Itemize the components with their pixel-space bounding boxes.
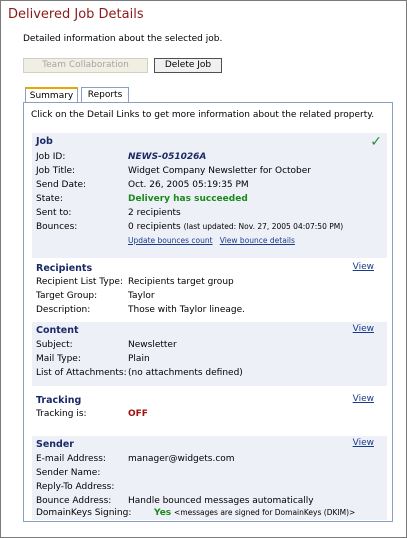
content-section	[32, 322, 387, 386]
team-collaboration-button[interactable]: Team Collaboration	[23, 58, 148, 73]
email-value: manager@widgets.com	[128, 454, 235, 464]
recipients-section-title: Recipients	[36, 263, 93, 274]
tracking-section-title: Tracking	[36, 395, 82, 406]
bounce-address-value: Handle bounced messages automatically	[128, 496, 314, 506]
mail-type-value: Plain	[128, 354, 150, 364]
bounces-label: Bounces:	[36, 222, 78, 232]
sender-section-title: Sender	[36, 439, 74, 450]
tracking-view-link[interactable]: View	[352, 394, 374, 404]
sender-section	[32, 436, 387, 520]
sender-view-link[interactable]: View	[352, 438, 374, 448]
content-section-title: Content	[36, 325, 79, 336]
checkmark-icon: ✓	[370, 134, 382, 150]
recipients-section	[32, 260, 387, 318]
domainkeys-status: Yes	[154, 508, 172, 518]
mail-type-label: Mail Type:	[36, 354, 81, 364]
reply-to-label: Reply-To Address:	[36, 482, 115, 492]
job-id-label: Job ID:	[36, 152, 66, 162]
subject-value: Newsletter	[128, 340, 177, 350]
bounces-count: 0 recipients	[128, 222, 181, 232]
tracking-value: OFF	[128, 409, 148, 419]
target-group-value: Taylor	[128, 291, 155, 301]
update-bounces-link[interactable]: Update bounces count	[128, 236, 213, 245]
list-type-label: Recipient List Type:	[36, 277, 123, 287]
sent-to-label: Sent to:	[36, 208, 72, 218]
page-title: Delivered Job Details	[8, 7, 144, 22]
tab-summary[interactable]: Summary	[25, 87, 78, 103]
delete-job-button[interactable]: Delete Job	[154, 58, 222, 73]
tracking-label: Tracking is:	[36, 409, 87, 419]
state-value: Delivery has succeeded	[128, 194, 248, 204]
bounces-updated: (last updated: Nov. 27, 2005 04:07:50 PM)	[183, 222, 344, 231]
subject-label: Subject:	[36, 340, 73, 350]
bounce-address-label: Bounce Address:	[36, 496, 112, 506]
recipients-view-link[interactable]: View	[352, 262, 374, 272]
send-date-value: Oct. 26, 2005 05:19:35 PM	[128, 180, 249, 190]
description-label: Description:	[36, 305, 91, 315]
job-title-label: Job Title:	[36, 166, 76, 176]
state-label: State:	[36, 194, 63, 204]
send-date-label: Send Date:	[36, 180, 87, 190]
domainkeys-value	[154, 508, 355, 518]
job-id-value: NEWS-051026A	[128, 152, 207, 162]
domainkeys-label: DomainKeys Signing:	[36, 508, 132, 518]
job-title-value: Widget Company Newsletter for October	[128, 166, 311, 176]
attachments-label: List of Attachments:	[36, 368, 127, 378]
summary-panel	[23, 102, 393, 522]
sender-name-label: Sender Name:	[36, 468, 101, 478]
job-section	[32, 133, 387, 258]
description-value: Those with Taylor lineage.	[128, 305, 246, 315]
tab-reports[interactable]: Reports	[81, 87, 129, 102]
sent-to-value: 2 recipients	[128, 208, 181, 218]
bounces-value	[128, 222, 343, 232]
panel-hint: Click on the Detail Links to get more information about the related property.	[31, 110, 375, 120]
attachments-value: (no attachments defined)	[128, 368, 243, 378]
page-description: Detailed information about the selected job.	[23, 34, 223, 44]
email-label: E-mail Address:	[36, 454, 106, 464]
target-group-label: Target Group:	[36, 291, 98, 301]
bounce-links	[128, 236, 295, 245]
domainkeys-note: <messages are signed for DomainKeys (DKIM)>	[174, 508, 356, 517]
content-view-link[interactable]: View	[352, 324, 374, 334]
tracking-section	[32, 392, 387, 426]
list-type-value: Recipients target group	[128, 277, 234, 287]
job-section-title: Job	[36, 136, 53, 147]
view-bounce-details-link[interactable]: View bounce details	[219, 236, 295, 245]
